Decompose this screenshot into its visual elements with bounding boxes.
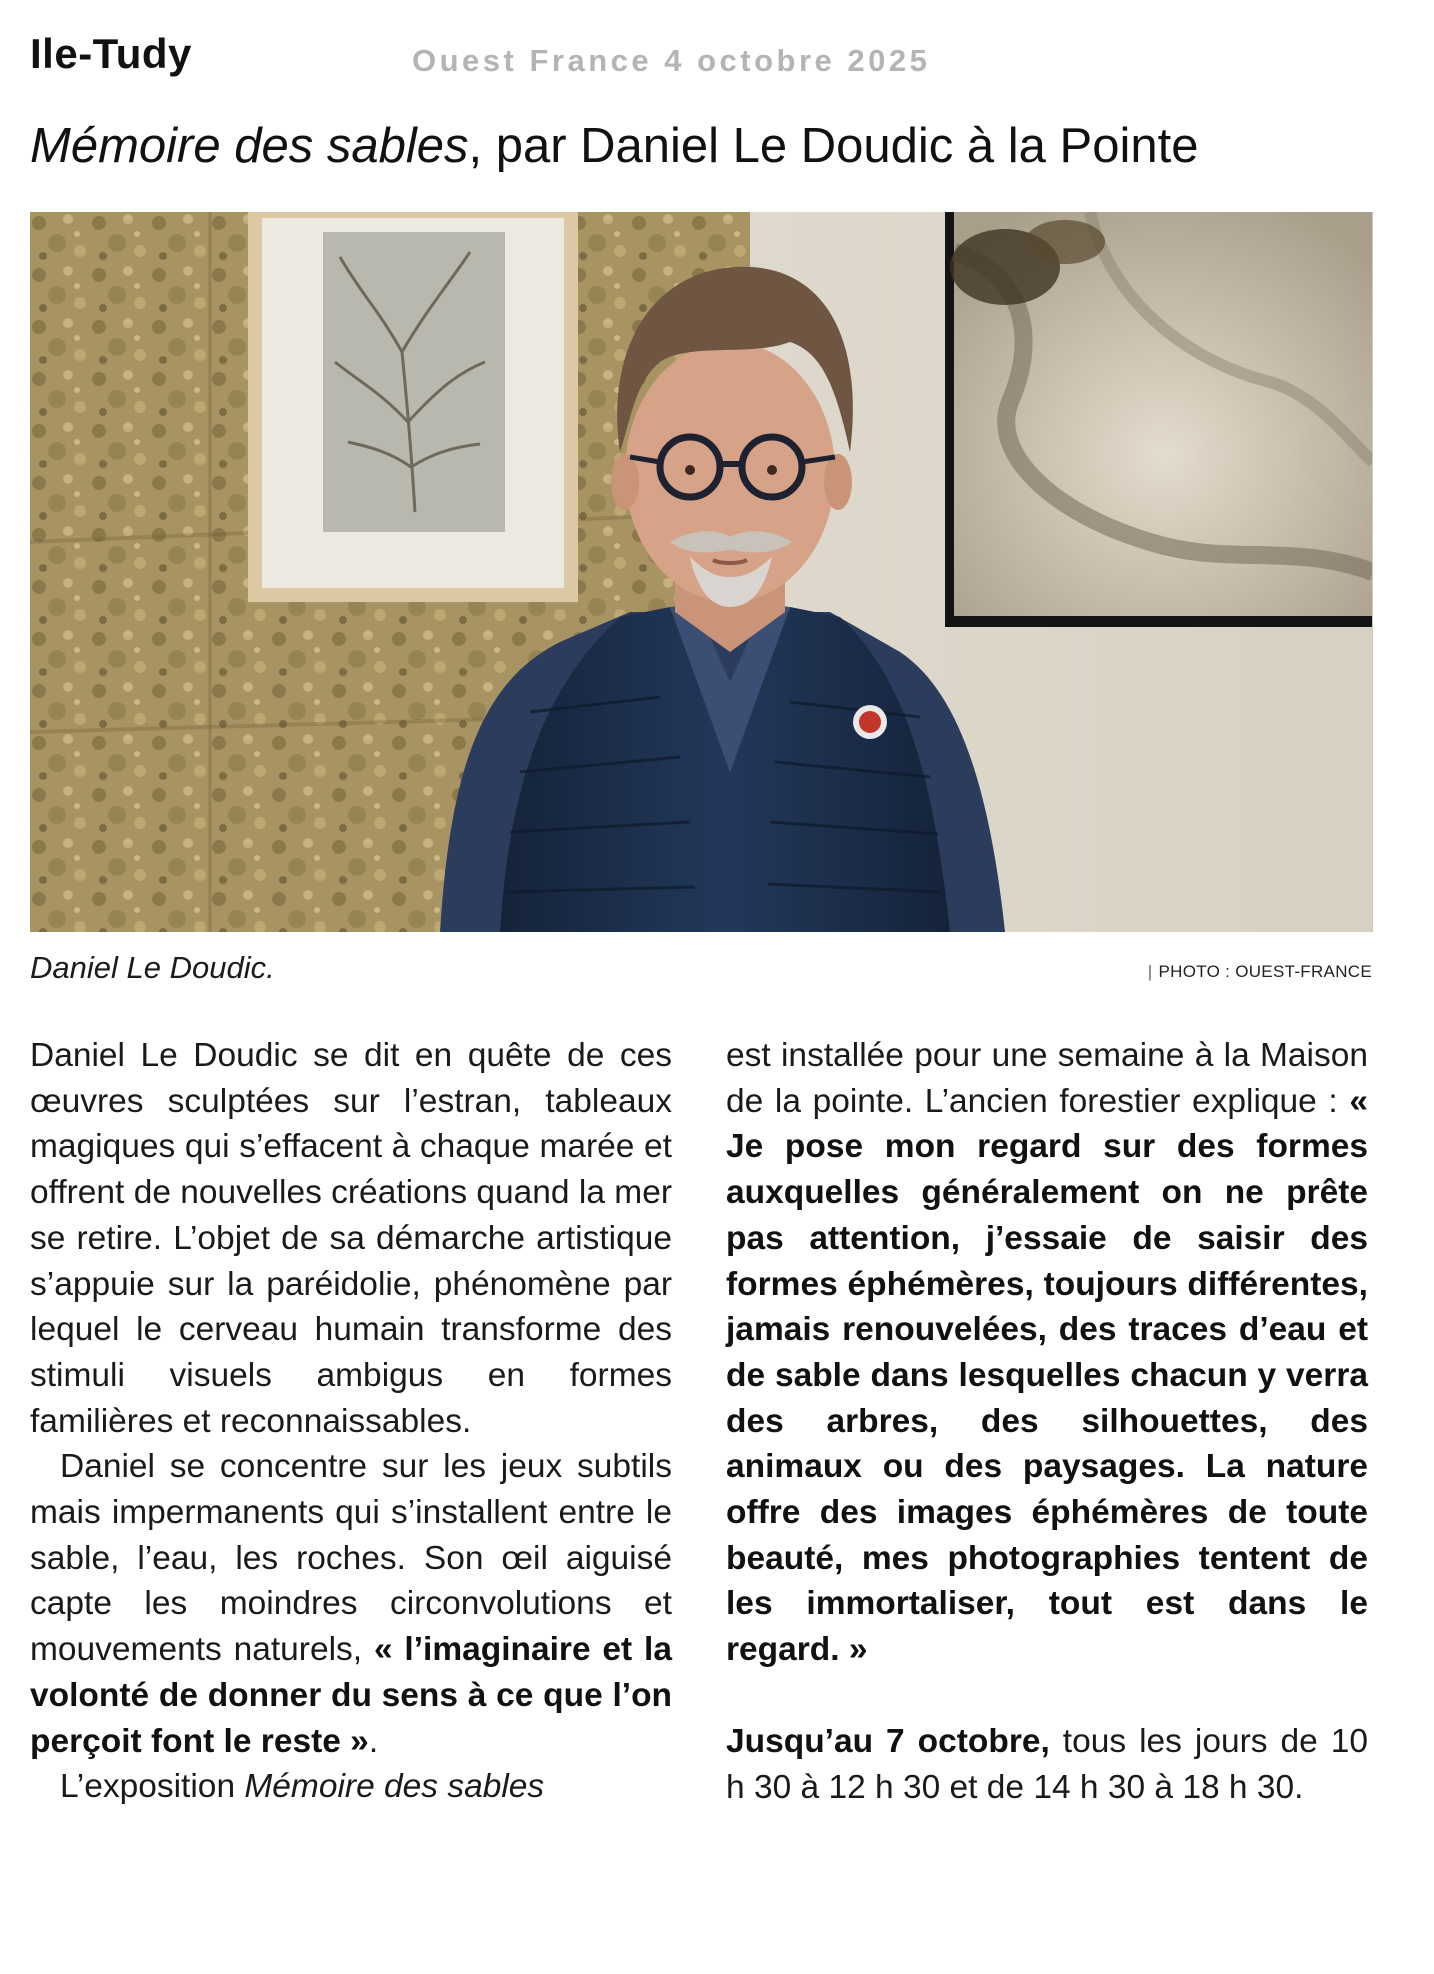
paragraph-two-end: . — [368, 1722, 379, 1760]
info-hours: tous les jours de 10 h 30 à 12 h 30 et de 14 h 30 à 18 h 30. — [726, 1722, 1368, 1806]
paragraph-two-quote: « l’imaginaire et la volonté de donner du sens à ce que l’on perçoit font le reste » — [30, 1631, 672, 1760]
practical-info — [726, 1719, 1368, 1810]
rubric-label: Ile-Tudy — [30, 30, 192, 77]
exhibition-title: Mémoire des sables — [244, 1768, 545, 1806]
article-headline — [30, 118, 1198, 174]
headline-rest: , par Daniel Le Doudic à la Pointe — [468, 119, 1199, 173]
artist-quote: « Je pose mon regard sur des formes auxquelles généralement on ne prête pas attention, j’essaie de saisir des formes éphémères, toujours différentes, jamais renouvelées, des traces d’eau et de sable dans lesquelles chacun y verra des arbres, des silhouettes, des animaux ou des paysages. La nature offre des images éphémères de toute beauté, mes photographies tentent de les immortaliser, tout est dans le regard. » — [726, 1082, 1368, 1669]
paragraph-two-text: Daniel se concentre sur les jeux subtils mais impermanents qui s’installent entre le sable, l’eau, les roches. Son œil aiguisé capte les moindres circonvolutions et mouvements naturels, — [30, 1448, 672, 1669]
article-photo — [30, 212, 1373, 932]
credit-text: PHOTO : OUEST-FRANCE — [1158, 962, 1372, 981]
paragraph-three-lead: L’exposition — [60, 1768, 245, 1806]
paragraph-three-continued — [726, 1033, 1368, 1673]
dateline: Ouest France 4 octobre 2025 — [412, 43, 931, 78]
info-dates: Jusqu’au 7 octobre, — [726, 1722, 1050, 1760]
credit-separator: | — [1147, 962, 1153, 981]
paragraph-two — [30, 1444, 672, 1764]
article-column-left — [30, 1033, 672, 1810]
paragraph-three-text: est installée pour une semaine à la Maison de la pointe. L’ancien forestier explique : — [726, 1037, 1368, 1120]
paragraph-three-start — [30, 1764, 672, 1810]
portrait-photo-illustration — [30, 212, 1373, 932]
photo-caption: Daniel Le Doudic. — [30, 950, 275, 985]
article-column-right — [726, 1033, 1368, 1810]
paragraph-intro: Daniel Le Doudic se dit en quête de ces œuvres sculptées sur l’estran, tableaux magiques qui s’effacent à chaque marée et offrent de nouvelles créations quand la mer se retire. L’objet de sa démarche artistique s’appuie sur la paréidolie, phénomène par lequel le cerveau humain transforme des stimuli visuels ambigus en formes familières et reconnaissables. — [30, 1037, 672, 1440]
photo-credit — [1148, 962, 1372, 982]
headline-italic-title: Mémoire des sables — [30, 119, 469, 173]
